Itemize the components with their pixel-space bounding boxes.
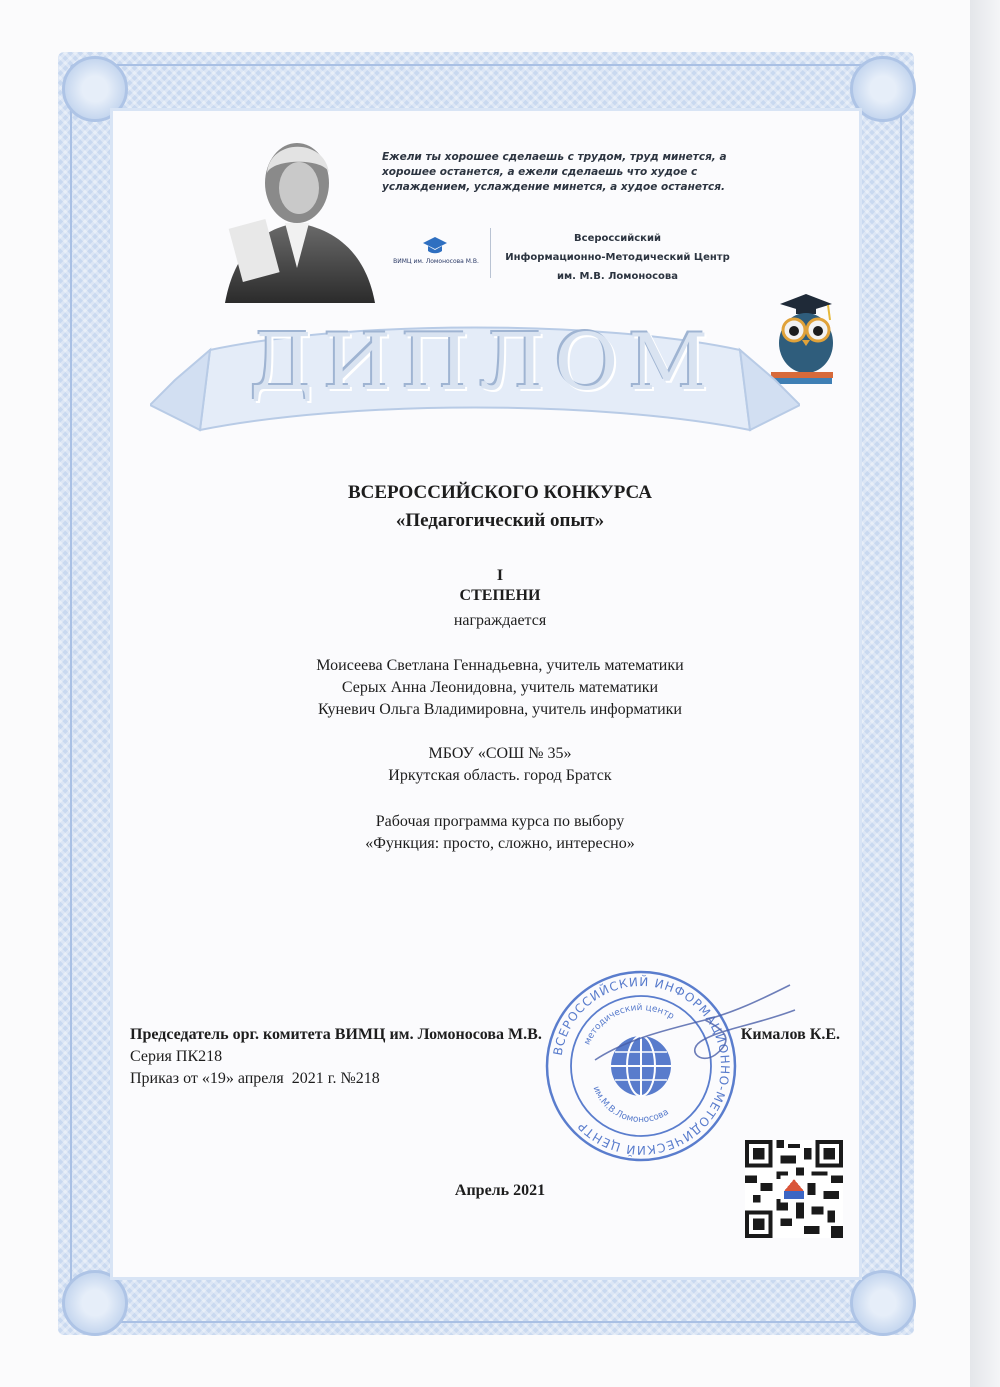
chairman-label: Председатель орг. комитета ВИМЦ им. Ломоносова М.В. (130, 1026, 542, 1043)
quote-line: услаждением, услаждение минется, а худое останется. (382, 181, 726, 193)
order-reference: Приказ от «19» апреля 2021 г. №218 (130, 1070, 380, 1087)
chairman-line (130, 1026, 840, 1044)
header-divider (490, 228, 491, 278)
work-block (110, 811, 890, 855)
school-region: Иркутская область. город Братск (388, 767, 612, 784)
organizer-line: им. М.В. Ломоносова (557, 271, 678, 282)
organizer-line: Информационно-Методический Центр (505, 252, 730, 263)
work-title: «Функция: просто, сложно, интересно» (365, 835, 635, 852)
logo-caption: ВИМЦ им. Ломоносова М.В. (393, 258, 479, 265)
organizer-name (500, 229, 735, 286)
graduation-cap-icon (422, 236, 448, 254)
contest-name: «Педагогический опыт» (395, 510, 605, 531)
lomonosov-portrait-icon (215, 128, 380, 303)
series-number: Серия ПК218 (130, 1048, 223, 1065)
organization-block (110, 743, 890, 787)
page-edge (970, 0, 1000, 1387)
school-name: МБОУ «СОШ № 35» (428, 745, 572, 762)
stamp-inner-bottom-text: им.М.В.Ломоносова (590, 1084, 671, 1126)
qr-code-icon (745, 1140, 843, 1238)
stamp-inner-top-text: методический центр (582, 1002, 676, 1047)
work-type: Рабочая программа курса по выбору (375, 813, 625, 830)
awardee: Моисеева Светлана Геннадьевна, учитель математики (316, 657, 684, 674)
degree-word: СТЕПЕНИ (459, 587, 541, 604)
stamp-outer-text: ВСЕРОССИЙСКИЙ ИНФОРМАЦИОННО-МЕТОДИЧЕСКИЙ ЦЕНТР (550, 974, 733, 1158)
organizer-line: Всероссийский (574, 233, 661, 244)
awarded-text: награждается (453, 612, 547, 629)
contest-title: ВСЕРОССИЙСКОГО КОНКУРСА (347, 482, 653, 503)
chairman-name: Кималов К.Е. (740, 1026, 840, 1043)
handwritten-signature (585, 980, 815, 1070)
degree-block (110, 566, 890, 606)
quote-line: Ежели ты хорошее сделаешь с трудом, труд минется, а (382, 151, 727, 163)
quote-line: хорошее останется, а ежели сделаешь что худое с (382, 166, 698, 178)
awardees-list (110, 655, 890, 721)
awardee: Серых Анна Леонидовна, учитель математики (341, 679, 659, 696)
diploma-title: ДИПЛОМ (250, 318, 719, 408)
lomonosov-quote (382, 150, 772, 195)
issue-date: Апрель 2021 (454, 1182, 546, 1199)
degree-numeral: I (496, 567, 504, 584)
awardee: Куневич Ольга Владимировна, учитель информатики (318, 701, 682, 718)
